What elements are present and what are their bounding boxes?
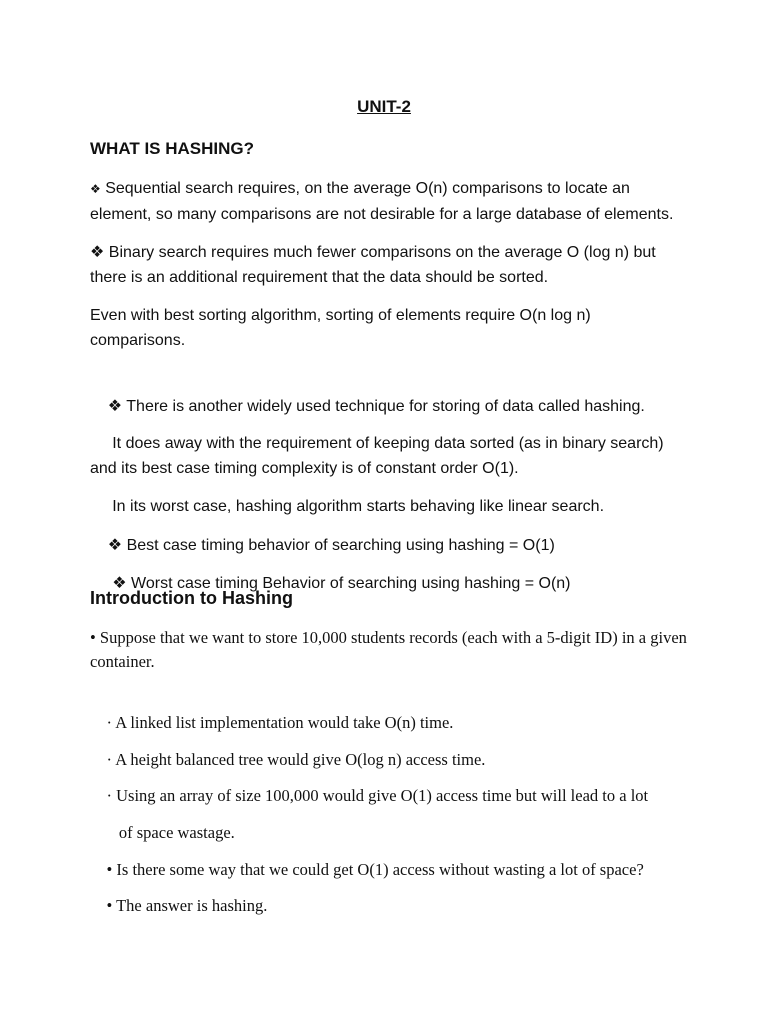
diamond-bullet-icon: ❖ (112, 573, 127, 592)
bullet-dot-icon: • (90, 628, 96, 647)
paragraph-sequential-search (90, 176, 690, 227)
paragraph-text: It does away with the requirement of keeping data sorted (as in binary search) and its best case timing complexity is of constant order O(1). (90, 435, 669, 477)
unit-title: UNIT-2 (357, 97, 411, 116)
heading-introduction-to-hashing: Introduction to Hashing (90, 588, 293, 608)
paragraph-text: Best case timing behavior of searching using hashing = O(1) (122, 537, 555, 554)
paragraph-text: • Is there some way that we could get O(1) access without wasting a lot of space? (106, 860, 644, 879)
paragraph-text: · Using an array of size 100,000 would give O(1) access time but will lead to a lot (106, 786, 649, 805)
heading-what-is-hashing: WHAT IS HASHING? (90, 139, 255, 158)
paragraph-text: Suppose that we want to store 10,000 students records (each with a 5-digit ID) in a given container. (90, 628, 687, 671)
paragraph-text: Binary search requires much fewer comparisons on the average O (log n) but there is an additional requirement that the data should be sorted. (90, 244, 656, 286)
diamond-bullet-icon: ❖ (90, 182, 101, 196)
paragraph-text: In its worst case, hashing algorithm starts behaving like linear search. (107, 498, 605, 515)
paragraph-text: · A linked list implementation would take O(n) time. (106, 713, 454, 732)
paragraph-text: Sequential search requires, on the average O(n) comparisons to locate an element, so many comparisons are not desirable for a large database of elements. (90, 180, 674, 223)
paragraph-text: · A height balanced tree would give O(log n) access time. (106, 750, 486, 769)
diamond-bullet-icon: ❖ (107, 396, 123, 415)
paragraph-text: of space wastage. (106, 823, 235, 842)
paragraph-text: Worst case timing Behavior of searching using hashing = O(n) (126, 575, 571, 592)
diamond-bullet-icon: ❖ (107, 535, 123, 554)
paragraph-text: There is another widely used technique for storing of data called hashing. (122, 398, 645, 415)
paragraph-sorting-algorithm (90, 303, 690, 353)
paragraph-student-records (90, 626, 690, 674)
paragraph-text: Even with best sorting algorithm, sorting of elements require O(n log n) comparisons. (90, 307, 591, 349)
paragraph-binary-search (90, 239, 690, 290)
paragraph-text: • The answer is hashing. (106, 896, 268, 915)
diamond-bullet-icon: ❖ (90, 242, 105, 261)
paragraph-answer (90, 870, 690, 942)
